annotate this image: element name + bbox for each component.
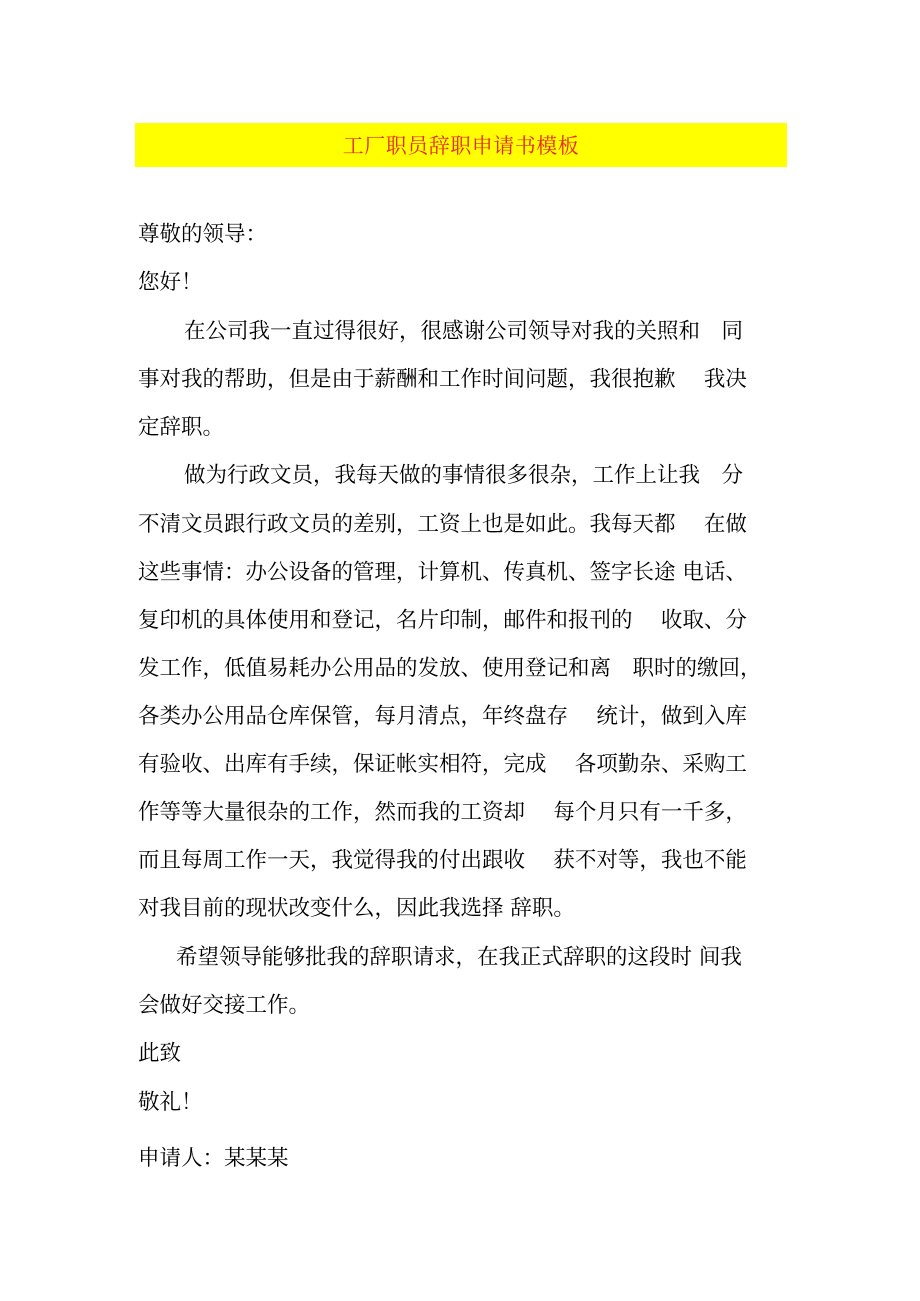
paragraph2-line-6: 各类办公用品仓库保管，每月清点，年终盘存 统计，做到入库 bbox=[138, 704, 747, 729]
paragraph2-line-2: 不清文员跟行政文员的差别，工资上也是如此。我每天都 在做 bbox=[138, 512, 747, 537]
title-banner bbox=[135, 123, 787, 167]
paragraph2-line-1: 做为行政文员，我每天做的事情很多很杂，工作上让我 分 bbox=[184, 463, 744, 488]
paragraph2-line-10: 对我目前的现状改变什么，因此我选择 辞职。 bbox=[138, 896, 575, 921]
greeting: 尊敬的领导： bbox=[138, 222, 268, 247]
paragraph2-line-9: 而且每周工作一天，我觉得我的付出跟收 获不对等，我也不能 bbox=[138, 848, 747, 873]
paragraph1-line-3: 定辞职。 bbox=[138, 415, 225, 440]
paragraph2-line-7: 有验收、出库有手续，保证帐实相符，完成 各项勤杂、采购工 bbox=[138, 752, 747, 777]
closing-line-2: 敬礼！ bbox=[138, 1090, 203, 1115]
hello: 您好！ bbox=[138, 270, 203, 295]
document-title: 工厂职员辞职申请书模板 bbox=[342, 134, 580, 158]
paragraph2-line-3: 这些事情：办公设备的管理，计算机、传真机、签字长途 电话、 bbox=[138, 560, 747, 585]
paragraph3-line-2: 会做好交接工作。 bbox=[138, 993, 311, 1018]
paragraph3-line-1: 希望领导能够批我的辞职请求，在我正式辞职的这段时 间我 bbox=[176, 945, 742, 970]
paragraph2-line-8: 作等等大量很杂的工作，然而我的工资却 每个月只有一千多， bbox=[138, 800, 747, 825]
applicant-line: 申请人：某某某 bbox=[138, 1146, 289, 1171]
paragraph2-line-4: 复印机的具体使用和登记，名片印制，邮件和报刊的 收取、分 bbox=[138, 608, 747, 633]
closing-line-1: 此致 bbox=[138, 1041, 182, 1066]
paragraph1-line-2: 事对我的帮助，但是由于薪酬和工作时间问题，我很抱歉 我决 bbox=[138, 367, 747, 392]
paragraph2-line-5: 发工作，低值易耗办公用品的发放、使用登记和离 职时的缴回， bbox=[138, 656, 762, 681]
paragraph1-line-1: 在公司我一直过得很好，很感谢公司领导对我的关照和 同 bbox=[184, 319, 744, 344]
